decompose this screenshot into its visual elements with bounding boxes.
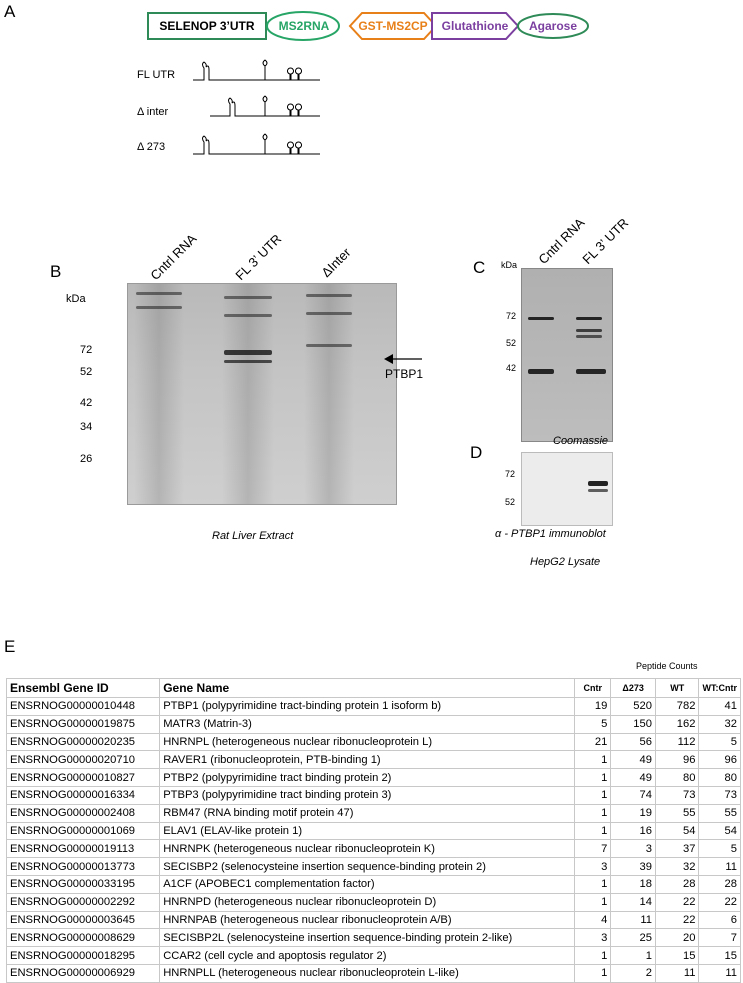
gel-b-lane-1 [134,284,184,504]
panel-b-gel [127,283,397,505]
cell-gene-name: HNRNPD (heterogeneous nuclear ribonucleoprotein D) [160,893,575,911]
panel-d-marker-52: 52 [505,497,516,507]
cell-wt: 96 [655,751,698,769]
panel-b-letter: B [50,262,62,281]
cell-d273: 25 [611,929,656,947]
table-row [7,893,741,911]
cell-wt: 15 [655,947,698,965]
cell-gene-id: ENSRNOG00000006929 [7,964,160,982]
table-row [7,751,741,769]
cell-cntr: 1 [575,822,611,840]
panel-d-caption: α - PTBP1 immunoblot [495,528,606,540]
panel-b-caption: Rat Liver Extract [212,530,294,542]
cell-ratio: 55 [699,804,741,822]
agarose-label: Agarose [528,19,578,33]
cell-ratio: 11 [699,858,741,876]
cell-gene-id: ENSRNOG00000001069 [7,822,160,840]
ptbp1-arrow-icon [384,352,424,366]
cell-gene-name: A1CF (APOBEC1 complementation factor) [160,875,575,893]
cell-gene-id: ENSRNOG00000016334 [7,786,160,804]
table-header-row [7,679,741,698]
cell-wt: 37 [655,840,698,858]
gene-table [6,678,741,983]
panel-c-lane-label-2: FL 3’ UTR [579,215,632,267]
panel-c-marker-42: 42 [506,363,517,373]
table-row [7,804,741,822]
cell-ratio: 28 [699,875,741,893]
cell-gene-id: ENSRNOG00000002408 [7,804,160,822]
cell-wt: 22 [655,911,698,929]
cell-gene-id: ENSRNOG00000019875 [7,715,160,733]
cell-gene-id: ENSRNOG00000002292 [7,893,160,911]
panel-d-blot [521,452,613,526]
cell-ratio: 41 [699,698,741,716]
cell-gene-name: MATR3 (Matrin-3) [160,715,575,733]
cell-wt: 11 [655,964,698,982]
cell-gene-name: RBM47 (RNA binding motif protein 47) [160,804,575,822]
cell-d273: 49 [611,769,656,787]
cell-gene-name: PTBP2 (polypyrimidine tract binding protein 2) [160,769,575,787]
cell-cntr: 3 [575,858,611,876]
table-row [7,840,741,858]
table-row [7,698,741,716]
cell-ratio: 5 [699,840,741,858]
cell-wt: 20 [655,929,698,947]
cell-wt: 32 [655,858,698,876]
gel-b-ptbp1-band [224,350,272,355]
cell-wt: 55 [655,804,698,822]
cell-ratio: 73 [699,786,741,804]
panel-d-letter: D [470,443,483,462]
cell-gene-id: ENSRNOG00000020710 [7,751,160,769]
table-row [7,964,741,982]
panel-d-subcaption: HepG2 Lysate [530,556,601,568]
cell-d273: 520 [611,698,656,716]
cell-wt: 54 [655,822,698,840]
gel-b-lane-2 [222,284,274,504]
panel-c-kda: kDa [501,260,518,270]
utr-diagrams [190,58,330,163]
cell-d273: 39 [611,858,656,876]
diagram-label-fl: FL UTR [137,69,176,81]
table-row [7,733,741,751]
cell-cntr: 1 [575,964,611,982]
panel-c-lane-label-1: Cntrl RNA [535,215,588,267]
cell-cntr: 1 [575,751,611,769]
table-row [7,929,741,947]
table-row [7,875,741,893]
cell-wt: 73 [655,786,698,804]
cell-ratio: 96 [699,751,741,769]
table-row [7,786,741,804]
cell-gene-id: ENSRNOG00000013773 [7,858,160,876]
panel-b-marker-26: 26 [80,453,93,465]
cell-d273: 49 [611,751,656,769]
panel-b-marker-34: 34 [80,421,93,433]
cell-d273: 14 [611,893,656,911]
cell-gene-id: ENSRNOG00000010827 [7,769,160,787]
cell-gene-name: HNRNPLL (heterogeneous nuclear ribonucleoprotein L-like) [160,964,575,982]
cell-gene-id: ENSRNOG00000033195 [7,875,160,893]
cell-gene-name: HNRNPAB (heterogeneous nuclear ribonucleoprotein A/B) [160,911,575,929]
cell-ratio: 7 [699,929,741,947]
cell-d273: 16 [611,822,656,840]
cell-d273: 3 [611,840,656,858]
cell-ratio: 6 [699,911,741,929]
cell-gene-id: ENSRNOG00000003645 [7,911,160,929]
cell-ratio: 54 [699,822,741,840]
utr-label: SELENOP 3’UTR [159,19,255,33]
header-gene-id: Ensembl Gene ID [7,679,160,698]
cell-cntr: 1 [575,947,611,965]
cell-cntr: 21 [575,733,611,751]
cell-gene-id: ENSRNOG00000018295 [7,947,160,965]
header-cntr: Cntr [575,679,611,698]
panel-b-lane-label-2: FL 3’ UTR [232,231,285,283]
table-row [7,858,741,876]
cell-ratio: 22 [699,893,741,911]
cell-cntr: 1 [575,875,611,893]
cell-cntr: 5 [575,715,611,733]
cell-cntr: 1 [575,769,611,787]
cell-wt: 80 [655,769,698,787]
glutathione-label: Glutathione [441,19,509,33]
cell-gene-name: CCAR2 (cell cycle and apoptosis regulator 2) [160,947,575,965]
cell-ratio: 32 [699,715,741,733]
panel-c-letter: C [473,258,486,277]
cell-d273: 1 [611,947,656,965]
panel-d-marker-72: 72 [505,469,516,479]
panel-b-marker-52: 52 [80,366,93,378]
cell-wt: 112 [655,733,698,751]
cell-cntr: 1 [575,804,611,822]
cell-wt: 782 [655,698,698,716]
cell-ratio: 5 [699,733,741,751]
table-row [7,769,741,787]
panel-b-lane-label-1: Cntrl RNA [147,231,200,283]
panel-a-letter: A [4,2,16,21]
cell-d273: 56 [611,733,656,751]
cell-gene-name: PTBP3 (polypyrimidine tract binding protein 3) [160,786,575,804]
cell-d273: 74 [611,786,656,804]
cell-d273: 18 [611,875,656,893]
cell-cntr: 3 [575,929,611,947]
cell-cntr: 1 [575,893,611,911]
diagram-label-inter: Δ inter [137,106,169,118]
peptide-counts-label: Peptide Counts [636,661,698,671]
cell-gene-name: ELAV1 (ELAV-like protein 1) [160,822,575,840]
cell-ratio: 15 [699,947,741,965]
header-ratio: WT:Cntr [699,679,741,698]
cell-cntr: 4 [575,911,611,929]
cell-gene-id: ENSRNOG00000010448 [7,698,160,716]
table-row [7,822,741,840]
cell-gene-name: RAVER1 (ribonucleoprotein, PTB-binding 1) [160,751,575,769]
ptbp1-arrow-label: PTBP1 [385,367,424,381]
header-d273: Δ273 [611,679,656,698]
cell-cntr: 19 [575,698,611,716]
cell-d273: 19 [611,804,656,822]
cell-ratio: 80 [699,769,741,787]
panel-b-lane-label-3: ΔInter [318,244,354,280]
table-row [7,947,741,965]
cell-wt: 162 [655,715,698,733]
panel-b-marker-42: 42 [80,397,93,409]
cell-wt: 28 [655,875,698,893]
cell-gene-id: ENSRNOG00000019113 [7,840,160,858]
panel-c-caption: Coomassie [553,435,609,447]
cell-gene-name: SECISBP2L (selenocysteine insertion sequence-binding protein 2-like) [160,929,575,947]
cell-cntr: 1 [575,786,611,804]
panel-c-marker-72: 72 [506,311,517,321]
cell-gene-name: SECISBP2 (selenocysteine insertion sequence-binding protein 2) [160,858,575,876]
cell-gene-name: HNRNPL (heterogeneous nuclear ribonucleoprotein L) [160,733,575,751]
panel-b-kda: kDa [66,293,86,305]
cell-wt: 22 [655,893,698,911]
cell-cntr: 7 [575,840,611,858]
cell-gene-id: ENSRNOG00000008629 [7,929,160,947]
panel-e-letter: E [4,637,16,656]
table-row [7,911,741,929]
cell-d273: 150 [611,715,656,733]
gel-b-lane-3 [304,284,354,504]
header-wt: WT [655,679,698,698]
header-gene-name: Gene Name [160,679,575,698]
cell-ratio: 11 [699,964,741,982]
cell-gene-id: ENSRNOG00000020235 [7,733,160,751]
ms2rna-label: MS2RNA [278,19,330,33]
panel-c-gel [521,268,613,442]
cell-d273: 11 [611,911,656,929]
panel-c-marker-52: 52 [506,338,517,348]
cell-gene-name: HNRNPK (heterogeneous nuclear ribonucleoprotein K) [160,840,575,858]
cell-gene-name: PTBP1 (polypyrimidine tract-binding protein 1 isoform b) [160,698,575,716]
table-row [7,715,741,733]
gst-label: GST-MS2CP [358,19,428,33]
panel-b-marker-72: 72 [80,344,93,356]
cell-d273: 2 [611,964,656,982]
diagram-label-273: Δ 273 [137,141,166,153]
